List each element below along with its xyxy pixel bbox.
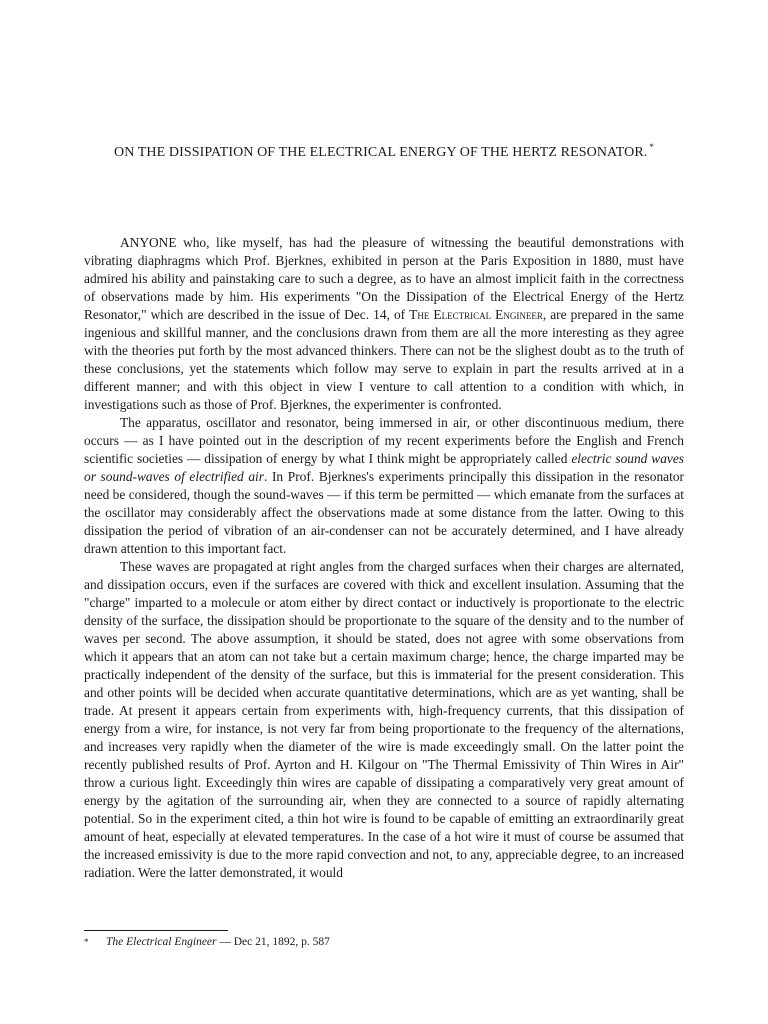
paragraph-1-text-a: ANYONE who, like myself, has had the pleasure of witnessing the beautiful demonstrations with vibrating diaphragms which Prof. Bjerknes, exhibited in person at the Paris Exposition in 1880, must have admired his ability and painstaking care to such a degree, as to have an almost implicit faith in the correctness of observations made by him. His experiments "On the Dissipation of the Electrical Energy of the Hertz Resonator," which are described in the issue of Dec. 14, of bbox=[84, 235, 684, 322]
footnote-divider bbox=[84, 930, 228, 931]
paragraph-2 bbox=[84, 414, 684, 558]
footnote-source: The Electrical Engineer bbox=[106, 936, 217, 948]
article-body bbox=[84, 234, 684, 882]
paragraph-2-emphasis: electric sound waves or sound-waves of electrified air bbox=[84, 451, 684, 484]
journal-name: The Electrical Engineer bbox=[409, 307, 543, 322]
paragraph-2-text-a: The apparatus, oscillator and resonator, being immersed in air, or other discontinuous medium, there occurs — as I have pointed out in the description of my recent experiments before the English and French scientific societies — dissipation of energy by what I think might be appropriately called bbox=[84, 415, 684, 466]
page-title bbox=[0, 142, 768, 161]
title-text: ON THE DISSIPATION OF THE ELECTRICAL ENERGY OF THE HERTZ RESONATOR. bbox=[114, 145, 648, 160]
paragraph-1-text-b: , are prepared in the same ingenious and skillful manner, and the conclusions drawn from them are all the more interesting as they agree with the theories put forth by the most advanced thinkers. There can not be the slighest doubt as to the truth of these conclusions, yet the statements which follow may serve to explain in part the results arrived at in a different manner; and with this object in view I venture to call attention to a condition with which, in investigations such as those of Prof. Bjerknes, the experimenter is confronted. bbox=[84, 307, 684, 412]
paragraph-1 bbox=[84, 234, 684, 414]
paragraph-3: These waves are propagated at right angles from the charged surfaces when their charges are alternated, and dissipation occurs, even if the surfaces are covered with thick and excellent insulation. Assuming that the "charge" imparted to a molecule or atom either by direct contact or inductively is proportionate to the electric density of the surface, the dissipation should be proportionate to the square of the density and to the number of waves per second. The above assumption, it should be stated, does not agree with some observations from which it appears that an atom can not take but a certain maximum charge; hence, the charge imparted may be practically independent of the density of the surface, but this is immaterial for the present consideration. This and other points will be decided when accurate quantitative determinations, which are as yet wanting, shall be trade. At present it appears certain from experiments with, high-frequency currents, that this dissipation of energy from a wire, for instance, is not very far from being proportionate to the frequency of the alternations, and increases very rapidly when the diameter of the wire is made exceedingly small. On the latter point the recently published results of Prof. Ayrton and H. Kilgour on "The Thermal Emissivity of Thin Wires in Air" throw a curious light. Exceedingly thin wires are capable of dissipating a comparatively very great amount of energy by the agitation of the surrounding air, when they are connected to a source of rapidly alternating potential. So in the experiment cited, a thin hot wire is found to be capable of emitting an extraordinarily great amount of heat, especially at elevated temperatures. In the case of a hot wire it must of course be assumed that the increased emissivity is due to the more rapid convection and not, to any, appreciable degree, to an increased radiation. Were the latter demonstrated, it would bbox=[84, 559, 684, 880]
footnote-mark: * bbox=[84, 937, 89, 947]
title-footnote-mark: * bbox=[649, 142, 654, 152]
footnote-detail: — Dec 21, 1892, p. 587 bbox=[216, 936, 330, 948]
paragraph-2-text-b: . In Prof. Bjerknes's experiments principally this dissipation in the resonator need be considered, though the sound-waves — if this term be permitted — which emanate from the surfaces at the oscillator may considerably affect the observations made at some distance from the latter. Owing to this dissipation the period of vibration of an air-condenser can not be accurately determined, and I have already drawn attention to this important fact. bbox=[84, 469, 684, 556]
footnote bbox=[84, 935, 684, 949]
